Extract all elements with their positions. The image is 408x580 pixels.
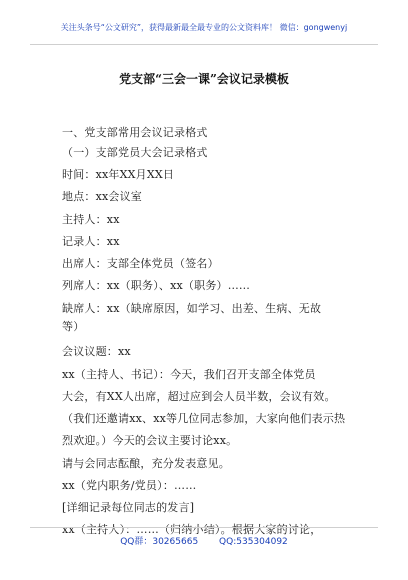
footer-divider xyxy=(30,527,378,528)
meeting-place: 地点：xx会议室 xyxy=(62,190,143,203)
subsection-heading: （一）支部党员大会记录格式 xyxy=(62,146,208,159)
paragraph-line: 大会，有XX人出席，超过应到会人员半数，会议有效。 xyxy=(62,390,336,403)
page-footer xyxy=(0,534,408,547)
meeting-absentees-cont: 等） xyxy=(62,320,85,333)
page-header-banner: 关注头条号“公文研究”，获得最新最全最专业的公文资料库！ 微信：gongwenyj xyxy=(60,23,348,32)
meeting-attendees: 出席人：支部全体党员（签名） xyxy=(62,257,219,270)
meeting-host: 主持人：xx xyxy=(62,213,120,226)
section-heading: 一、党支部常用会议记录格式 xyxy=(62,126,208,139)
document-title: 党支部“三会一课”会议记录模板 xyxy=(119,72,289,86)
paragraph-line: xx（主持人、书记）：今天，我们召开支部全体党员 xyxy=(62,368,316,381)
paragraph-line: （我们还邀请xx、xx等几位同志参加，大家向他们表示热 xyxy=(62,412,346,425)
meeting-time: 时间：xx年XX月XX日 xyxy=(62,168,175,181)
meeting-observers: 列席人：xx（职务）、xx（职务）…… xyxy=(62,279,251,292)
summary-line: xx（主持人）：……（归纳小结）。根据大家的讨论， xyxy=(62,523,322,536)
note-line: [详细记录每位同志的发言] xyxy=(62,501,195,514)
footer-qq-group: QQ群：30265665 xyxy=(120,537,199,547)
footer-qq-number: QQ:535304092 xyxy=(219,537,288,547)
meeting-absentees: 缺席人：xx（缺席原因，如学习、出差、生病、无故 xyxy=(62,302,322,315)
meeting-recorder: 记录人：xx xyxy=(62,235,120,248)
meeting-topic: 会议议题：xx xyxy=(62,345,131,358)
paragraph-line: 请与会同志酝酿，充分发表意见。 xyxy=(62,457,230,470)
paragraph-line: 烈欢迎。）今天的会议主要讨论xx。 xyxy=(62,434,238,447)
speaker-line: xx（党内职务/党员）：…… xyxy=(62,479,197,492)
